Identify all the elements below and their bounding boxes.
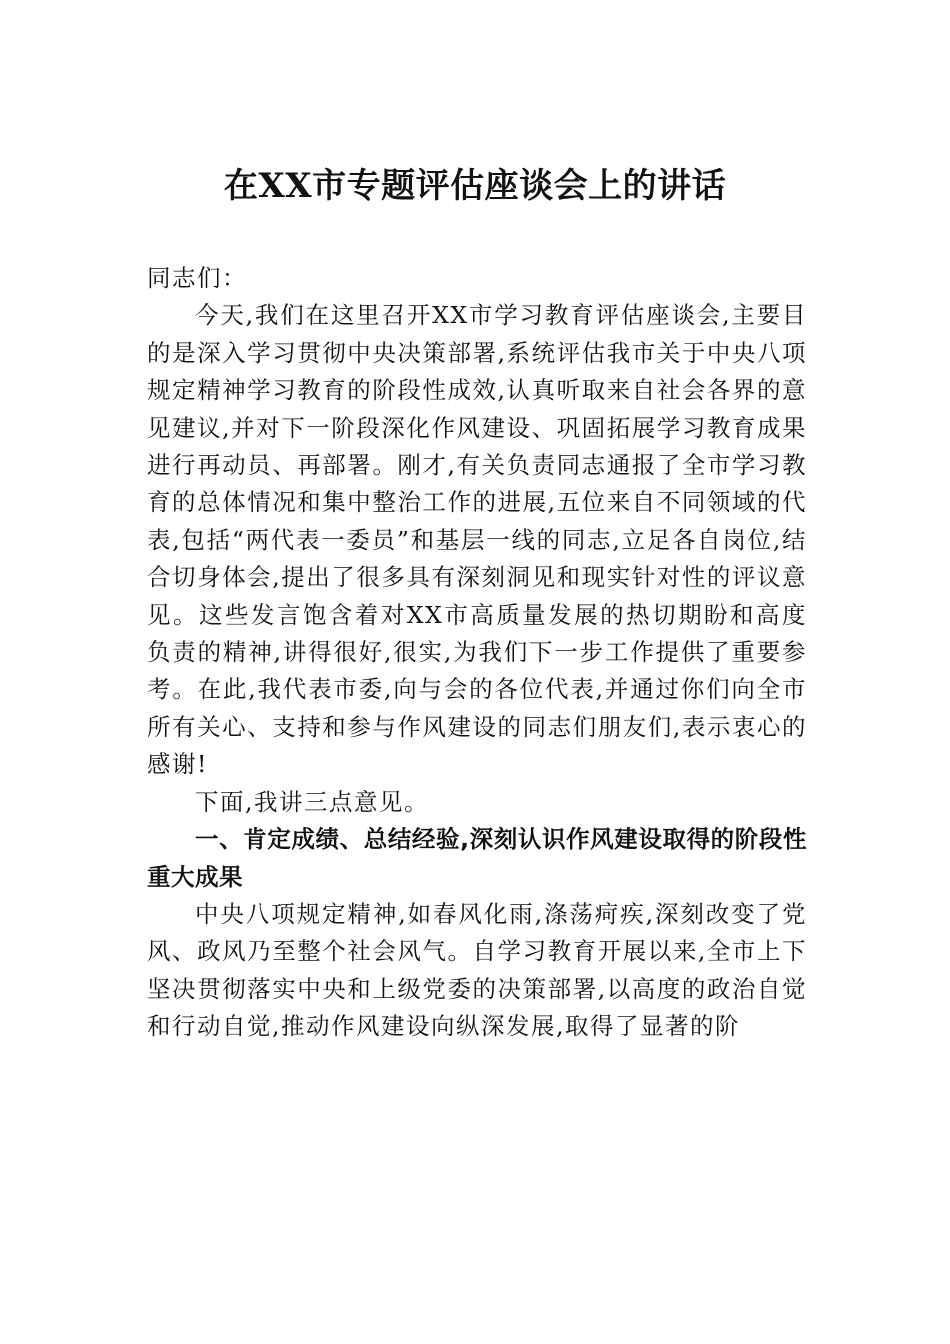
document-title: 在XX市专题评估座谈会上的讲话 bbox=[223, 166, 727, 206]
paragraph-section-1: 中央八项规定精神,如春风化雨,涤荡疴疾,深刻改变了党风、政风乃至整个社会风气。自学习教育开展以来,全市上下坚决贯彻落实中央和上级党委的决策部署,以高度的政治自觉和行动自觉,推动作风建设向纵深发展,取得了显著的阶 bbox=[147, 899, 807, 1041]
paragraph-transition: 下面,我讲三点意见。 bbox=[195, 787, 429, 816]
paragraph-opening: 今天,我们在这里召开XX市学习教育评估座谈会,主要目的是深入学习贯彻中央决策部署,系统评估我市关于中央八项规定精神学习教育的阶段性成效,认真听取来自社会各界的意见建议,并对下一阶段深化作风建设、巩固拓展学习教育成果进行再动员、再部署。刚才,有关负责同志通报了全市学习教育的总体情况和集中整治工作的进展,五位来自不同领域的代表,包括“两代表一委员”和基层一线的同志,立足各自岗位,结合切身体会,提出了很多具有深刻洞见和现实针对性的评议意见。这些发言饱含着对XX市高质量发展的热切期盼和高度负责的精神,讲得很好,很实,为我们下一步工作提供了重要参考。在此,我代表市委,向与会的各位代表,并通过你们向全市所有关心、支持和参与作风建设的同志们朋友们,表示衷心的感谢! bbox=[147, 301, 807, 779]
salutation: 同志们： bbox=[147, 264, 247, 292]
document-body bbox=[147, 260, 807, 1046]
section-heading-1: 一、肯定成绩、总结经验,深刻认识作风建设取得的阶段性重大成果 bbox=[147, 825, 807, 891]
